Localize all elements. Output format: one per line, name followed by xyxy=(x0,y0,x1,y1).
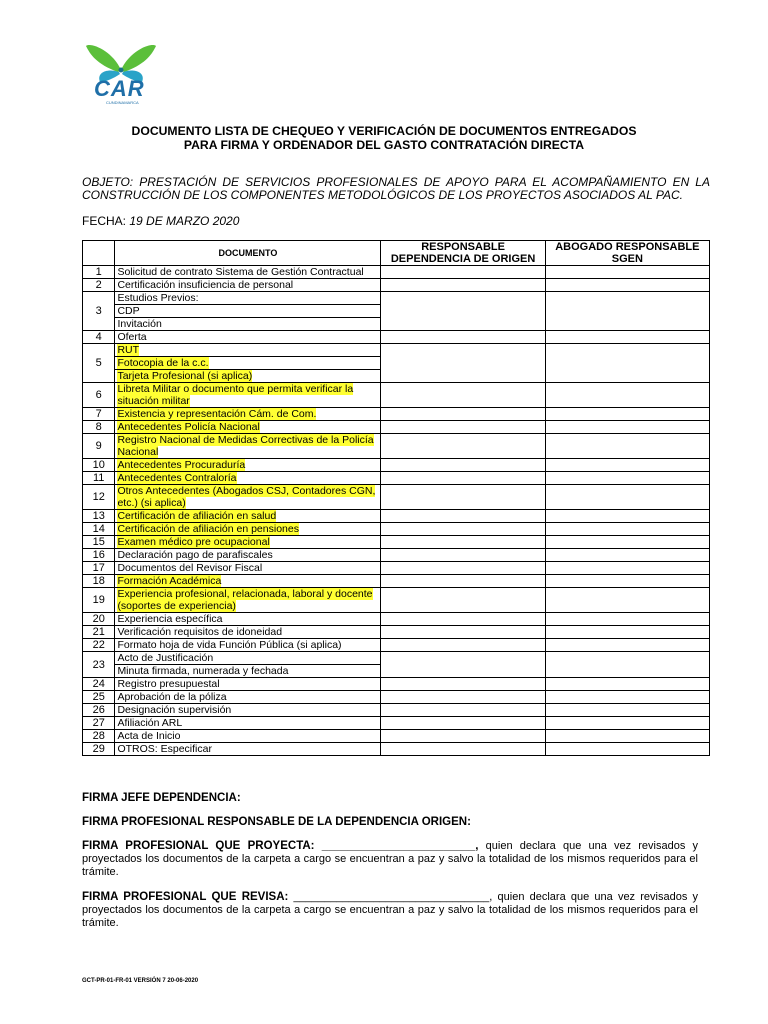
abogado-cell xyxy=(545,383,709,408)
abogado-cell xyxy=(545,331,709,344)
document-cell xyxy=(115,292,381,305)
table-row xyxy=(83,562,710,575)
responsable-cell xyxy=(381,743,545,756)
document-cell xyxy=(115,510,381,523)
table-row xyxy=(83,613,710,626)
table-row xyxy=(83,459,710,472)
document-cell xyxy=(115,523,381,536)
fecha xyxy=(82,214,239,228)
row-number: 19 xyxy=(83,588,115,613)
document-label: RUT xyxy=(117,344,140,356)
document-label: Oferta xyxy=(117,331,147,343)
table-row xyxy=(83,549,710,562)
fecha-label: FECHA: xyxy=(82,214,130,228)
document-label: Otros Antecedentes (Abogados CSJ, Contadores CGN, etc.) (si aplica) xyxy=(117,485,376,509)
logo-subtext: CUNDINAMARCA xyxy=(106,100,139,105)
row-number: 20 xyxy=(83,613,115,626)
responsable-cell xyxy=(381,292,545,331)
document-cell xyxy=(115,717,381,730)
document-cell xyxy=(115,408,381,421)
row-number: 17 xyxy=(83,562,115,575)
objeto-text: OBJETO: PRESTACIÓN DE SERVICIOS PROFESIONALES DE APOYO PARA EL ACOMPAÑAMIENTO EN LA CONSTRUCCIÓN DE LOS COMPONENTES METODOLÓGICOS DE LOS PROYECTOS ASOCIADOS AL PAC. xyxy=(82,175,710,202)
row-number: 9 xyxy=(83,434,115,459)
document-cell xyxy=(115,536,381,549)
document-cell xyxy=(115,434,381,459)
document-cell xyxy=(115,613,381,626)
document-label: Declaración pago de parafiscales xyxy=(117,549,273,561)
table-row xyxy=(83,536,710,549)
responsable-cell xyxy=(381,485,545,510)
document-label: Libreta Militar o documento que permita verificar la situación militar xyxy=(117,383,354,407)
responsable-cell xyxy=(381,536,545,549)
document-cell xyxy=(115,639,381,652)
row-number: 27 xyxy=(83,717,115,730)
abogado-cell xyxy=(545,421,709,434)
table-row xyxy=(83,639,710,652)
table-row xyxy=(83,472,710,485)
document-label: OTROS: Especificar xyxy=(117,743,212,755)
document-cell xyxy=(115,472,381,485)
document-label: Certificación de afiliación en pensiones xyxy=(117,523,299,535)
document-cell xyxy=(115,730,381,743)
table-row xyxy=(83,626,710,639)
firma-revisa-text: ________________________________, quien declara que una vez revisados y proyectados los documentos de la carpeta a cargo se encuentran a paz y salvo la totalidad de los mismos requeridos para el trámite. xyxy=(82,891,698,929)
responsable-cell xyxy=(381,652,545,678)
document-cell xyxy=(115,266,381,279)
document-label: Acto de Justificación xyxy=(117,652,214,664)
table-row xyxy=(83,510,710,523)
document-cell xyxy=(115,305,381,318)
document-label: Formación Académica xyxy=(117,575,222,587)
row-number: 2 xyxy=(83,279,115,292)
firma-jefe-label: FIRMA JEFE DEPENDENCIA: xyxy=(82,792,241,804)
document-label: Registro Nacional de Medidas Correctivas de la Policía Nacional xyxy=(117,434,374,458)
document-cell xyxy=(115,331,381,344)
abogado-cell xyxy=(545,472,709,485)
table-row xyxy=(83,730,710,743)
row-number: 8 xyxy=(83,421,115,434)
abogado-cell xyxy=(545,639,709,652)
responsable-cell xyxy=(381,678,545,691)
row-number: 12 xyxy=(83,485,115,510)
title-line-2: PARA FIRMA Y ORDENADOR DEL GASTO CONTRATACIÓN DIRECTA xyxy=(183,138,585,152)
abogado-cell xyxy=(545,678,709,691)
document-label: Acta de Inicio xyxy=(117,730,181,742)
row-number: 7 xyxy=(83,408,115,421)
document-cell xyxy=(115,344,381,357)
document-label: Certificación insuficiencia de personal xyxy=(117,279,294,291)
abogado-cell xyxy=(545,459,709,472)
row-number: 15 xyxy=(83,536,115,549)
title-line-1: DOCUMENTO LISTA DE CHEQUEO Y VERIFICACIÓN DE DOCUMENTOS ENTREGADOS xyxy=(131,124,637,138)
abogado-cell xyxy=(545,730,709,743)
responsable-cell xyxy=(381,383,545,408)
document-label: Aprobación de la póliza xyxy=(117,691,227,703)
responsable-cell xyxy=(381,704,545,717)
abogado-cell xyxy=(545,613,709,626)
document-cell xyxy=(115,279,381,292)
abogado-cell xyxy=(545,408,709,421)
table-row xyxy=(83,652,710,665)
responsable-cell xyxy=(381,588,545,613)
document-cell xyxy=(115,575,381,588)
abogado-cell xyxy=(545,344,709,383)
responsable-cell xyxy=(381,279,545,292)
document-cell xyxy=(115,704,381,717)
table-row xyxy=(83,588,710,613)
responsable-cell xyxy=(381,472,545,485)
abogado-cell xyxy=(545,536,709,549)
document-cell xyxy=(115,678,381,691)
document-label: Designación supervisión xyxy=(117,704,232,716)
row-number: 23 xyxy=(83,652,115,678)
responsable-cell xyxy=(381,421,545,434)
row-number: 24 xyxy=(83,678,115,691)
abogado-cell xyxy=(545,626,709,639)
document-cell xyxy=(115,562,381,575)
row-number: 18 xyxy=(83,575,115,588)
responsable-cell xyxy=(381,626,545,639)
table-row xyxy=(83,678,710,691)
document-cell xyxy=(115,626,381,639)
table-row xyxy=(83,691,710,704)
document-label: Antecedentes Policía Nacional xyxy=(117,421,260,433)
responsable-cell xyxy=(381,434,545,459)
firma-proyecta-label: FIRMA PROFESIONAL QUE PROYECTA: ________________________, xyxy=(82,840,479,852)
firma-proyecta xyxy=(82,840,698,879)
document-label: Documentos del Revisor Fiscal xyxy=(117,562,263,574)
row-number: 13 xyxy=(83,510,115,523)
document-label: Fotocopia de la c.c. xyxy=(117,357,209,369)
responsable-cell xyxy=(381,344,545,383)
document-title xyxy=(60,124,708,152)
footer-code: GCT-PR-01-FR-01 VERSIÓN 7 20-06-2020 xyxy=(82,978,199,984)
responsable-cell xyxy=(381,523,545,536)
document-cell xyxy=(115,691,381,704)
document-cell xyxy=(115,549,381,562)
abogado-cell xyxy=(545,704,709,717)
table-row xyxy=(83,523,710,536)
abogado-cell xyxy=(545,279,709,292)
row-number: 10 xyxy=(83,459,115,472)
document-label: Afiliación ARL xyxy=(117,717,183,729)
responsable-cell xyxy=(381,562,545,575)
row-number: 16 xyxy=(83,549,115,562)
header-abogado: ABOGADO RESPONSABLE SGEN xyxy=(545,241,709,266)
abogado-cell xyxy=(545,523,709,536)
document-label: Estudios Previos: xyxy=(117,292,199,304)
table-row xyxy=(83,279,710,292)
checklist-body xyxy=(83,266,710,756)
abogado-cell xyxy=(545,691,709,704)
document-cell xyxy=(115,383,381,408)
abogado-cell xyxy=(545,292,709,331)
table-row xyxy=(83,383,710,408)
document-label: Solicitud de contrato Sistema de Gestión Contractual xyxy=(117,266,364,278)
header-number xyxy=(83,241,115,266)
header-responsable: RESPONSABLE DEPENDENCIA DE ORIGEN xyxy=(381,241,545,266)
document-label: Registro presupuestal xyxy=(117,678,220,690)
responsable-cell xyxy=(381,266,545,279)
firma-revisa xyxy=(82,891,698,930)
header-documento: DOCUMENTO xyxy=(115,241,381,266)
document-label: Verificación requisitos de idoneidad xyxy=(117,626,283,638)
document-label: Examen médico pre ocupacional xyxy=(117,536,270,548)
abogado-cell xyxy=(545,743,709,756)
firma-revisa-label: FIRMA PROFESIONAL QUE REVISA: xyxy=(82,891,289,903)
row-number: 29 xyxy=(83,743,115,756)
responsable-cell xyxy=(381,510,545,523)
table-row xyxy=(83,434,710,459)
document-label: Minuta firmada, numerada y fechada xyxy=(117,665,289,677)
abogado-cell xyxy=(545,575,709,588)
document-cell xyxy=(115,743,381,756)
table-row xyxy=(83,266,710,279)
table-row xyxy=(83,292,710,305)
responsable-cell xyxy=(381,575,545,588)
document-cell xyxy=(115,421,381,434)
table-row xyxy=(83,717,710,730)
abogado-cell xyxy=(545,485,709,510)
abogado-cell xyxy=(545,717,709,730)
document-cell xyxy=(115,459,381,472)
responsable-cell xyxy=(381,717,545,730)
abogado-cell xyxy=(545,549,709,562)
row-number: 1 xyxy=(83,266,115,279)
table-row xyxy=(83,743,710,756)
document-label: Antecedentes Procuraduría xyxy=(117,459,246,471)
document-label: Experiencia específica xyxy=(117,613,223,625)
document-label: Existencia y representación Cám. de Com. xyxy=(117,408,317,420)
firma-proyecta-text: quien declara que una vez revisados y proyectados los documentos de la carpeta a cargo se encuentran a paz y salvo la totalidad de los mismos requeridos para el trámite. xyxy=(82,840,698,878)
responsable-cell xyxy=(381,613,545,626)
document-label: Formato hoja de vida Función Pública (si aplica) xyxy=(117,639,342,651)
responsable-cell xyxy=(381,730,545,743)
responsable-cell xyxy=(381,691,545,704)
responsable-cell xyxy=(381,331,545,344)
logo-text: CAR xyxy=(94,76,145,101)
document-label: Certificación de afiliación en salud xyxy=(117,510,277,522)
document-label: Tarjeta Profesional (si aplica) xyxy=(117,370,253,382)
firma-profesional-origen-label: FIRMA PROFESIONAL RESPONSABLE DE LA DEPENDENCIA ORIGEN: xyxy=(82,816,471,828)
row-number: 11 xyxy=(83,472,115,485)
row-number: 21 xyxy=(83,626,115,639)
responsable-cell xyxy=(381,639,545,652)
checklist-table xyxy=(82,240,710,756)
document-cell xyxy=(115,652,381,665)
document-cell xyxy=(115,485,381,510)
firma-jefe xyxy=(82,792,698,805)
abogado-cell xyxy=(545,510,709,523)
table-row xyxy=(83,421,710,434)
abogado-cell xyxy=(545,652,709,678)
car-logo xyxy=(82,40,160,106)
row-number: 14 xyxy=(83,523,115,536)
row-number: 26 xyxy=(83,704,115,717)
firma-profesional-origen xyxy=(82,816,698,829)
fecha-value: 19 DE MARZO 2020 xyxy=(129,214,240,228)
row-number: 4 xyxy=(83,331,115,344)
document-cell xyxy=(115,665,381,678)
abogado-cell xyxy=(545,562,709,575)
table-header-row xyxy=(83,241,710,266)
abogado-cell xyxy=(545,266,709,279)
abogado-cell xyxy=(545,588,709,613)
responsable-cell xyxy=(381,408,545,421)
row-number: 5 xyxy=(83,344,115,383)
row-number: 28 xyxy=(83,730,115,743)
document-label: Antecedentes Contraloría xyxy=(117,472,237,484)
responsable-cell xyxy=(381,549,545,562)
row-number: 6 xyxy=(83,383,115,408)
row-number: 22 xyxy=(83,639,115,652)
abogado-cell xyxy=(545,434,709,459)
table-row xyxy=(83,408,710,421)
document-cell xyxy=(115,357,381,370)
table-row xyxy=(83,331,710,344)
table-row xyxy=(83,704,710,717)
document-cell xyxy=(115,370,381,383)
row-number: 25 xyxy=(83,691,115,704)
row-number: 3 xyxy=(83,292,115,331)
table-row xyxy=(83,344,710,357)
document-label: CDP xyxy=(117,305,140,317)
table-row xyxy=(83,575,710,588)
table-row xyxy=(83,485,710,510)
document-label: Invitación xyxy=(117,318,162,330)
document-label: Experiencia profesional, relacionada, laboral y docente (soportes de experiencia) xyxy=(117,588,373,612)
document-cell xyxy=(115,588,381,613)
responsable-cell xyxy=(381,459,545,472)
document-cell xyxy=(115,318,381,331)
